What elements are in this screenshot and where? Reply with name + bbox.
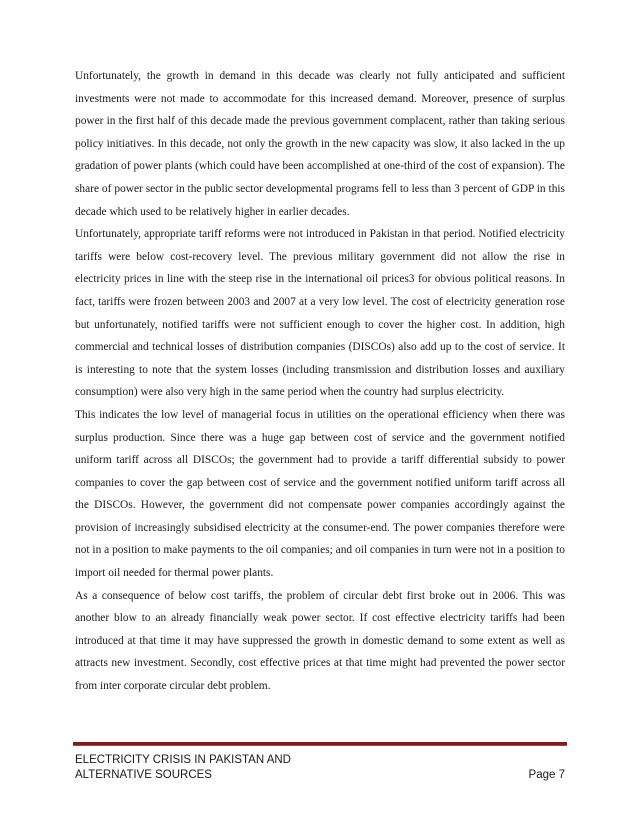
paragraph-1: Unfortunately, the growth in demand in this decade was clearly not fully anticipated and sufficient investments were not made to accommodate for this increased demand. Moreover, presence of surplus power in the first half of this decade made the previous government complacent, rather than taking serious policy initiatives. In this decade, not only the growth in the new capacity was slow, it also lacked in the up gradation of power plants (which could have been accomplished at one-third of the cost of expansion). The share of power sector in the public sector developmental programs fell to less than 3 percent of GDP in this decade which used to be relatively higher in earlier decades. xyxy=(75,70,565,218)
footer-title-line-2: ALTERNATIVE SOURCES xyxy=(75,769,212,781)
page-number: Page 7 xyxy=(528,769,565,781)
footer-divider xyxy=(73,742,567,746)
footer-title-line-1: ELECTRICITY CRISIS IN PAKISTAN AND xyxy=(75,754,291,766)
paragraph-2: Unfortunately, appropriate tariff reforms were not introduced in Pakistan in that period. Notified electricity tariffs were below cost-recovery level. The previous military government did not allow the rise in electricity prices in line with the steep rise in the international oil prices3 for obvious political reasons. In fact, tariffs were frozen between 2003 and 2007 at a very low level. The cost of electricity generation rose but unfortunately, notified tariffs were not sufficient enough to cover the higher cost. In addition, high commercial and technical losses of distribution companies (DISCOs) also add up to the cost of service. It is interesting to note that the system losses (including transmission and distribution losses and auxiliary consumption) were also very high in the same period when the country had surplus electricity. xyxy=(75,228,565,399)
paragraph-4: As a consequence of below cost tariffs, the problem of circular debt first broke out in 2006. This was another blow to an already financially weak power sector. If cost effective electricity tariffs had been introduced at that time it may have suppressed the growth in domestic demand to some extent as well as attracts new investment. Secondly, cost effective prices at that time might had prevented the power sector from inter corporate circular debt problem. xyxy=(75,589,565,693)
paragraph-3: This indicates the low level of managerial focus in utilities on the operational efficiency when there was surplus production. Since there was a huge gap between cost of service and the government notified uniform tariff across all DISCOs; the government had to provide a tariff differential subsidy to power companies to cover the gap between cost of service and the government notified uniform tariff across all the DISCOs. However, the government did not compensate power companies accordingly against the provision of increasingly subsidised electricity at the consumer-end. The power companies therefore were not in a position to make payments to the oil companies; and oil companies in turn were not in a position to import oil needed for thermal power plants. xyxy=(75,408,565,580)
footer-title xyxy=(75,753,375,783)
body-text xyxy=(75,65,565,698)
